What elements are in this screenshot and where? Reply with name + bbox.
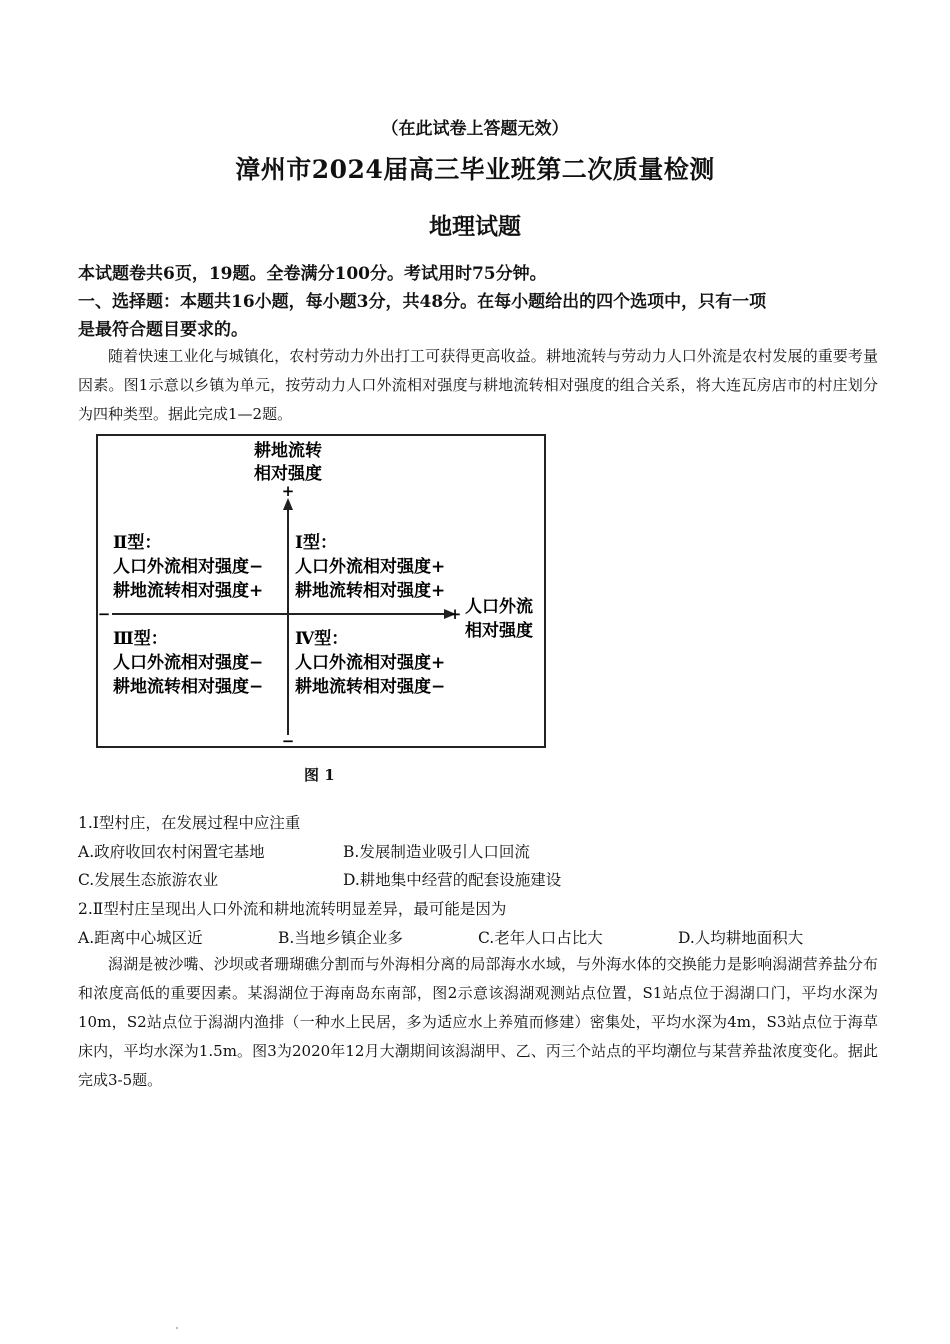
quadrant-ii-line2: 耕地流转相对强度+	[113, 581, 264, 601]
figure-1-caption: 图 1	[304, 766, 335, 784]
passage-2: 潟湖是被沙嘴、沙坝或者珊瑚礁分割而与外海相分离的局部海水水域，与外海水体的交换能力是影响潟湖营养盐分布和浓度高低的重要因素。某潟湖位于海南岛东南部，图2示意该潟湖观测站点位置，S1站点位于潟湖口门，平均水深为10m，S2站点位于潟湖内渔排（一种水上民居，多为适应水上养殖而修建）密集处，平均水深为4m，S3站点位于海草床内，平均水深为1.5m。图3为2020年12月大潮期间该潟湖甲、乙、丙三个站点的平均潮位与某营养盐浓度变化。据此完成3-5题。	[78, 955, 878, 1089]
exam-title: 漳州市2024届高三毕业班第二次质量检测	[235, 155, 715, 184]
exam-note: （在此试卷上答题无效）	[381, 119, 569, 139]
y-axis-label-1: 耕地流转	[254, 441, 322, 461]
quadrant-iv-line1: 人口外流相对强度+	[295, 653, 446, 673]
question-2-option-d: D.人均耕地面积大	[678, 929, 804, 947]
x-axis-plus: +	[448, 605, 462, 623]
quadrant-ii-name: Ⅱ型：	[113, 533, 162, 553]
x-axis-minus: −	[97, 605, 111, 623]
question-2-option-c: C.老年人口占比大	[478, 929, 603, 947]
question-2-option-b: B.当地乡镇企业多	[278, 929, 403, 947]
quadrant-i-line1: 人口外流相对强度+	[295, 557, 446, 577]
exam-info: 本试题卷共6页，19题。全卷满分100分。考试用时75分钟。	[78, 264, 547, 284]
passage-1: 随着快速工业化与城镇化，农村劳动力外出打工可获得更高收益。耕地流转与劳动力人口外流是农村发展的重要考量因素。图1示意以乡镇为单元，按劳动力人口外流相对强度与耕地流转相对强度的组合关系，将大连瓦房店市的村庄划分为四种类型。据此完成1—2题。	[78, 347, 878, 423]
quadrant-iv-name: Ⅳ型：	[295, 629, 349, 649]
y-axis-label-2: 相对强度	[254, 464, 322, 484]
question-2-stem: 2.Ⅱ型村庄呈现出人口外流和耕地流转明显差异，最可能是因为	[78, 900, 507, 918]
question-1-option-b: B.发展制造业吸引人口回流	[343, 843, 530, 861]
quadrant-i-line2: 耕地流转相对强度+	[295, 581, 446, 601]
quadrant-ii-line1: 人口外流相对强度−	[113, 557, 264, 577]
question-1-option-a: A.政府收回农村闲置宅基地	[78, 843, 265, 861]
section1-heading-line2: 是最符合题目要求的。	[78, 320, 248, 340]
section1-heading-line1: 一、选择题：本题共16小题，每小题3分，共48分。在每小题给出的四个选项中，只有一项	[78, 292, 767, 312]
question-1-option-c: C.发展生态旅游农业	[78, 871, 219, 889]
y-axis-plus: +	[281, 482, 295, 500]
x-axis-label-1: 人口外流	[465, 597, 533, 617]
exam-subtitle: 地理试题	[429, 213, 521, 240]
quadrant-iii-line2: 耕地流转相对强度−	[113, 677, 264, 697]
quadrant-i-name: Ⅰ型：	[295, 533, 337, 553]
question-2-option-a: A.距离中心城区近	[78, 929, 203, 947]
y-axis-minus: −	[281, 732, 295, 750]
quadrant-iii-name: Ⅲ型：	[113, 629, 168, 649]
page-dot	[176, 1327, 178, 1329]
quadrant-iv-line2: 耕地流转相对强度−	[295, 677, 446, 697]
question-1-stem: 1.Ⅰ型村庄，在发展过程中应注重	[78, 814, 301, 832]
quadrant-iii-line1: 人口外流相对强度−	[113, 653, 264, 673]
question-1-option-d: D.耕地集中经营的配套设施建设	[343, 871, 562, 889]
x-axis-label-2: 相对强度	[465, 621, 533, 641]
